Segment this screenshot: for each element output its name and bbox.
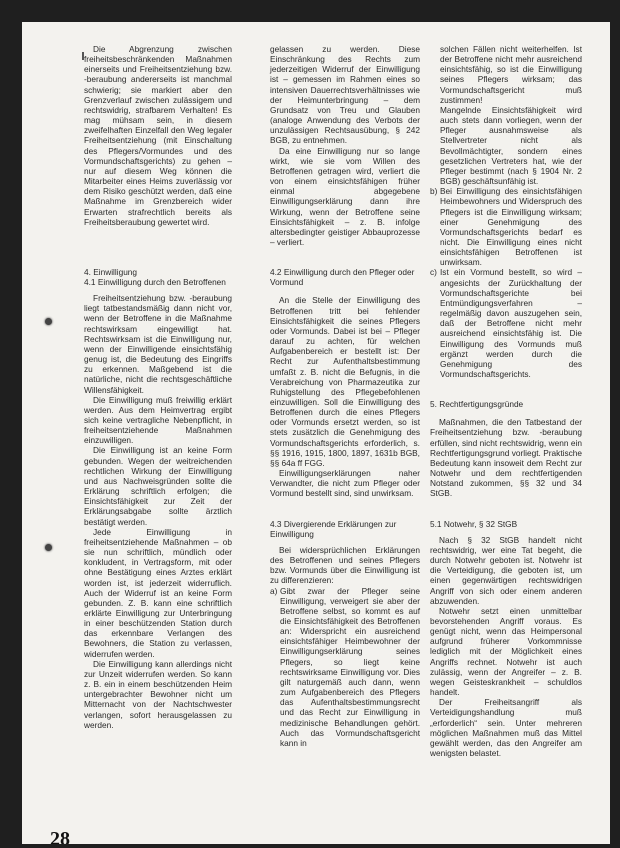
section-heading-4: 4. Einwilligung	[84, 266, 138, 277]
list-label: c)	[430, 267, 437, 278]
paragraph: Notwehr setzt einen unmittelbar bevorstehenden Angriff voraus. Es genügt nicht, wenn das Heimpersonal aufgrund früherer Vorkommnisse lediglich mit der Möglichkeit eines Angriffs rechnet. Notwehr ist auch zulässig, wenn der Angreifer – z. B. wegen Geisteskrankheit – schuldlos handelt.	[430, 605, 582, 698]
paragraph: Freiheitsentziehung bzw. -beraubung liegt tatbestandsmäßig dann nicht vor, wenn der Betroffene in die Maßnahme rechtswirksam eingewilligt hat. Rechtswirksam ist die Einwilligung nur, wenn der Einwilligende einsichtsfähig genug ist, die Bedeutung des Eingriffs zu erkennen. Maßgebend ist die natürliche, nicht die rechtsgeschäftliche Willensfähigkeit.	[84, 293, 232, 395]
paragraph: Der Freiheitsangriff als Verteidigungshandlung muß „erforderlich“ sein. Unter mehreren möglichen Maßnahmen muß das Mittel gewählt werden, das den Angreifer am wenigsten belastet.	[430, 697, 582, 758]
paragraph: An die Stelle der Einwilligung des Betroffenen tritt bei fehlender Einsichtsfähigkeit die seines Pflegers oder Vormunds. Dabei ist bei – Pfleger darauf zu achten, für welchen Aufgabenbereich er bestellt ist: Der Recht zur Aufenthaltsbestimmung umfaßt z. B. nicht die Befugnis, in die Verabreichung von Pharmazeutika zur Ruhigstellung des Pflegebefohlenen einzuwilligen. Soll die Einwilligung des Betroffenen durch die eines Pflegers oder Vormunds ersetzt werden, so ist stets zusätzlich die Genehmigung des Vormundschaftsgerichts erforderlich, s. §§ 1916, 1915, 1800, 1897, 1631b BGB, §§ 64a ff FGG.	[270, 295, 420, 468]
text-column-2	[270, 44, 420, 748]
paragraph: Jede Einwilligung in freiheitsentziehende Maßnahmen – ob sie nun schriftlich, mündlich oder konkludent, in Vertragsform, mit oder ohne Bestätigung eines Arztes erklärt worden ist, ist jederzeit widerruflich. Auch der Widerruf ist an keine Form gebunden. Z. B. kann eine schriftlich erklärte Einwilligung zur Unterbringung in einer beschützenden Station durch das erkennbare Verlangen des Bewohners, die Station zu verlassen, widerrufen werden.	[84, 526, 232, 659]
list-label: b)	[430, 186, 438, 197]
paragraph: Die Abgrenzung zwischen freiheitsbeschränkenden Maßnahmen einerseits und Freiheitsentziehung bzw. -beraubung andererseits ist manchmal schwierig; sie markiert aber den Grenzverlauf zwischen zulässigem und rechtswidrig, strafbarem Verhalten! Es mag mühsam sein, in diesem zweifelhaften Einzelfall den Weg legaler Freiheitsentziehung (mit Einschaltung des Pflegers/Vormundes und des Vormundschaftsgerichts) zu gehen – nur auf diesem Weg können die Mitarbeiter eines Heims zuverlässig vor dem Risiko geschützt werden, daß eine Maßnahme im Grenzbereich wider Erwarten strafrechtlich bereits als Freiheitsberaubung gewertet wird.	[84, 44, 232, 227]
list-item-b	[430, 186, 582, 267]
list-text: Ist ein Vormund bestellt, so wird – angesichts der Zurückhaltung der Vormundschaftsgerichte bei Entmündigungsverfahren – regelmäßig davon auszugehen sein, daß der Betroffene nicht mehr ausreichend einsichtsfähig ist. Die Einwilligung des Vormunds muß ergänzt werden durch die Genehmigung des Vormundschaftsgerichts.	[440, 267, 582, 379]
section-heading-5: 5. Rechtfertigungsgründe	[430, 399, 524, 410]
punch-hole	[45, 544, 52, 551]
paragraph: Da eine Einwilligung nur so lange wirkt, wie sie vom Willen des Betroffenen getragen wird, verliert die von einem einsichtsfähigen früher einmal abgegebene Einwilligungserklärung dann ihre Wirkung, wenn der Betroffene seine Einsichtsfähigkeit – z. B. infolge altersbedingter geistiger Abbauprozesse – verliert.	[270, 145, 420, 247]
list-item-a	[270, 586, 420, 749]
subsection-heading-4-1: 4.1 Einwilligung durch den Betroffenen	[84, 276, 226, 287]
subsection-heading-5-1: 5.1 Notwehr, § 32 StGB	[430, 518, 518, 529]
paragraph: Die Einwilligung ist an keine Form gebunden. Wegen der weitreichenden rechtlichen Wirkung der Einwilligung und aus Nachweisgründen sollte die Erklärung schriftlich erfolgen; die Einsichtsfähigkeit zur Zeit der Erklärungsabgabe sollte ärztlich bestätigt werden.	[84, 445, 232, 527]
subsection-heading-4-2: 4.2 Einwilligung durch den Pfleger oder Vormund	[270, 267, 415, 288]
paragraph: gelassen zu werden. Diese Einschränkung des Rechts zum jederzeitigen Widerruf der Einwilligung ist – gemessen im Rahmen eines so intensiven Dauerrechtsverhältnisses wie der Heimunterbringung – dem Grundsatz von Treu und Glauben (analoge Anwendung des Verbots der unzulässigen Rechtsausübung, § 242 BGB, zu entnehmen.	[270, 44, 420, 146]
subsection-heading-4-3: 4.3 Divergierende Erklärungen zur Einwilligung	[270, 518, 397, 539]
paragraph: Einwilligungserklärungen naher Verwandter, die nicht zum Pfleger oder Vormund bestellt sind, sind unwirksam.	[270, 468, 420, 499]
text-column-3	[430, 44, 582, 758]
text-column-1	[84, 44, 232, 730]
paragraph: Nach § 32 StGB handelt nicht rechtswidrig, wer eine Tat begeht, die durch Notwehr geboten ist. Notwehr ist die Verteidigung, die geboten ist, um einen gegenwärtigen rechtswidrigen Angriff von sich oder einem anderen abzuwenden.	[430, 534, 582, 606]
list-label: a)	[270, 585, 278, 596]
document-page	[22, 22, 610, 844]
punch-hole	[45, 318, 52, 325]
page-number: 28	[50, 828, 70, 844]
paragraph: Maßnahmen, die den Tatbestand der Freiheitsentziehung bzw. -beraubung erfüllen, sind nicht rechtswidrig, wenn ein Rechtfertigungsgrund vorliegt. Praktische Bedeutung kann insoweit dem Recht zur Notwehr und dem rechtfertigenden Notstand zukommen, §§ 32 und 34 StGB.	[430, 417, 582, 499]
paragraph: solchen Fällen nicht weiterhelfen. Ist der Betroffene nicht mehr ausreichend einsichtsfähig, so ist die Einwilligung seines Pflegers wirksam; das Vormundschaftsgericht muß zustimmen!	[440, 44, 582, 105]
list-text: Bei Einwilligung des einsichtsfähigen Heimbewohners und Widerspruch des Pflegers ist die Einwilligung wirksam; einer Genehmigung des Vormundschaftsgerichts bedarf es nicht. Die Einwilligung eines nicht einsichtsfähigen Betroffenen ist unwirksam.	[440, 186, 582, 268]
paragraph: Die Einwilligung muß freiwillig erklärt werden. Aus dem Heimvertrag ergibt sich keine vertragliche Nebenpflicht, in freiheitsentziehende Maßnahmen einzuwilligen.	[84, 394, 232, 446]
paragraph: Die Einwilligung kann allerdings nicht zur Unzeit widerrufen werden. So kann z. B. ein in einem beschützenden Heim untergebrachter Bewohner nicht um Mitternacht von der Nachtschwester verlangen, sofort herausgelassen zu werden.	[84, 658, 232, 730]
list-text: Gibt zwar der Pfleger seine Einwilligung, verweigert sie aber der Betroffene selbst, so kommt es auf die Einsichtsfähigkeit des Betroffenen an: Widerspricht ein ausreichend einsichtsfähiger Heimbewohner der Einwilligungserklärung seines Pflegers, so liegt keine rechtswirksame Einwilligung vor. Dies gilt naturgemäß auch dann, wenn zum Aufgabenbereich des Pflegers das Aufenthaltsbestimmungsrecht und das Recht zur Einwilligung in medizinische Behandlungen gehört. Auch das Vormundschaftsgericht kann in	[280, 585, 420, 748]
list-item-c	[430, 267, 582, 379]
paragraph: Bei widersprüchlichen Erklärungen des Betroffenen und seines Pflegers bzw. Vormunds über die Einwilligung ist zu differenzieren:	[270, 544, 420, 586]
paragraph: Mangelnde Einsichtsfähigkeit wird auch stets dann vorliegen, wenn der Pfleger ausnahmsweise als Stellvertreter nicht als Bevollmächtigter, sondern eines gesetzlichen Vertreters hat, wie der Pfleger bestimmt (nach § 1904 Nr. 2 BGB) geschäftsunfähig ist.	[440, 104, 582, 187]
